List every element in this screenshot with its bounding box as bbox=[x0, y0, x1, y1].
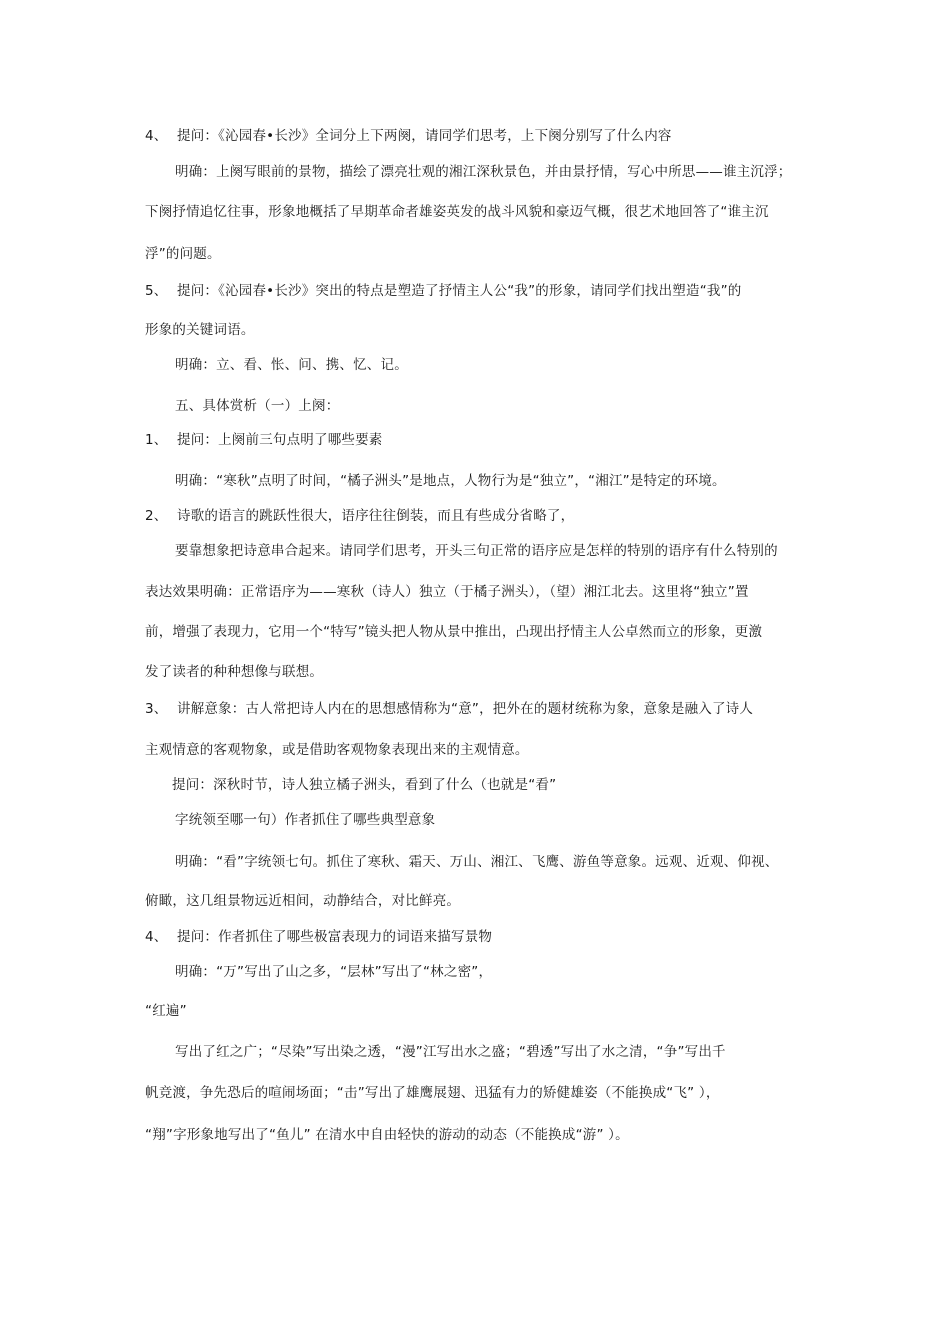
item-2-line-5: 发了读者的种种想像与联想。 bbox=[145, 664, 324, 680]
item-number: 2、 bbox=[145, 508, 168, 524]
item-1-answer: 明确：“寒秋”点明了时间，“橘子洲头”是地点，人物行为是“独立”，“湘江”是特定的环境。 bbox=[175, 473, 726, 489]
line-text: 提问：上阕前三句点明了哪些要素 bbox=[177, 432, 383, 448]
item-4b-answer: 明确：“万”写出了山之多，“层林”写出了“林之密”， bbox=[175, 964, 493, 980]
item-4b-answer-line-2: “红遍” bbox=[145, 1003, 187, 1019]
item-1-question bbox=[145, 430, 383, 450]
line-text: 讲解意象：古人常把诗人内在的思想感情称为“意”，把外在的题材统称为象，意象是融入了诗人 bbox=[177, 701, 754, 717]
item-3-answer-line-2: 俯瞰，这几组景物远近相间，动静结合，对比鲜亮。 bbox=[145, 893, 461, 909]
item-4-answer-line-3: 浮”的问题。 bbox=[145, 246, 221, 262]
item-3-lecture bbox=[145, 699, 753, 719]
item-3-line-2: 主观情意的客观物象，或是借助客观物象表现出来的主观情意。 bbox=[145, 742, 529, 758]
item-2-line-2: 要靠想象把诗意串合起来。请同学们思考，开头三句正常的语序应是怎样的特别的语序有什么特别的 bbox=[175, 543, 778, 559]
line-text: 提问：作者抓住了哪些极富表现力的词语来描写景物 bbox=[177, 929, 493, 945]
item-number: 3、 bbox=[145, 701, 168, 717]
item-number: 1、 bbox=[145, 432, 168, 448]
item-number: 4、 bbox=[145, 929, 168, 945]
item-2-line-3: 表达效果明确：正常语序为——寒秋（诗人）独立（于橘子洲头），（望）湘江北去。这里将“独立”置 bbox=[145, 584, 749, 600]
item-2-question bbox=[145, 506, 574, 526]
item-3-question-line-2: 字统领至哪一句）作者抓住了哪些典型意象 bbox=[175, 812, 436, 828]
item-4b-answer-line-5: “翔”字形象地写出了“鱼儿” 在清水中自由轻快的游动的动态（不能换成“游” ）。 bbox=[145, 1127, 629, 1143]
line-text: 提问：《沁园春•长沙》突出的特点是塑造了抒情主人公“我”的形象，请同学们找出塑造“我”的 bbox=[177, 283, 742, 299]
item-5-answer: 明确：立、看、怅、问、携、忆、记。 bbox=[175, 357, 408, 373]
item-3-question: 提问：深秋时节，诗人独立橘子洲头，看到了什么（也就是“看” bbox=[172, 777, 557, 793]
item-5-question-line-2: 形象的关键词语。 bbox=[145, 322, 255, 338]
item-4b-answer-line-3: 写出了红之广；“尽染”写出染之透，“漫”江写出水之盛；“碧透”写出了水之清，“争”写出千 bbox=[175, 1044, 726, 1060]
item-4b-question bbox=[145, 927, 492, 947]
line-text: 诗歌的语言的跳跃性很大，语序往往倒装，而且有些成分省略了， bbox=[177, 508, 575, 524]
item-number: 5、 bbox=[145, 283, 168, 299]
section-heading: 五、具体赏析（一）上阕： bbox=[175, 398, 340, 414]
item-4-answer-line-1: 明确：上阕写眼前的景物，描绘了漂亮壮观的湘江深秋景色，并由景抒情，写心中所思——谁主沉浮； bbox=[175, 164, 792, 180]
item-2-line-4: 前，增强了表现力，它用一个“特写”镜头把人物从景中推出，凸现出抒情主人公卓然而立的形象，更激 bbox=[145, 624, 763, 640]
item-4-answer-line-2: 下阕抒情追忆往事，形象地概括了早期革命者雄姿英发的战斗风貌和豪迈气概，很艺术地回答了“谁主沉 bbox=[145, 204, 769, 220]
line-text: 提问：《沁园春•长沙》全词分上下两阕，请同学们思考，上下阕分别写了什么内容 bbox=[177, 128, 672, 144]
item-3-answer: 明确：“看”字统领七句。抓住了寒秋、霜天、万山、湘江、飞鹰、游鱼等意象。远观、近观、仰视、 bbox=[175, 854, 779, 870]
item-4b-answer-line-4: 帆竞渡，争先恐后的喧闹场面；“击”写出了雄鹰展翅、迅猛有力的矫健雄姿（不能换成“飞” ）， bbox=[145, 1085, 720, 1101]
item-number: 4、 bbox=[145, 128, 168, 144]
item-5-question bbox=[145, 281, 742, 301]
item-4-question bbox=[145, 126, 672, 146]
